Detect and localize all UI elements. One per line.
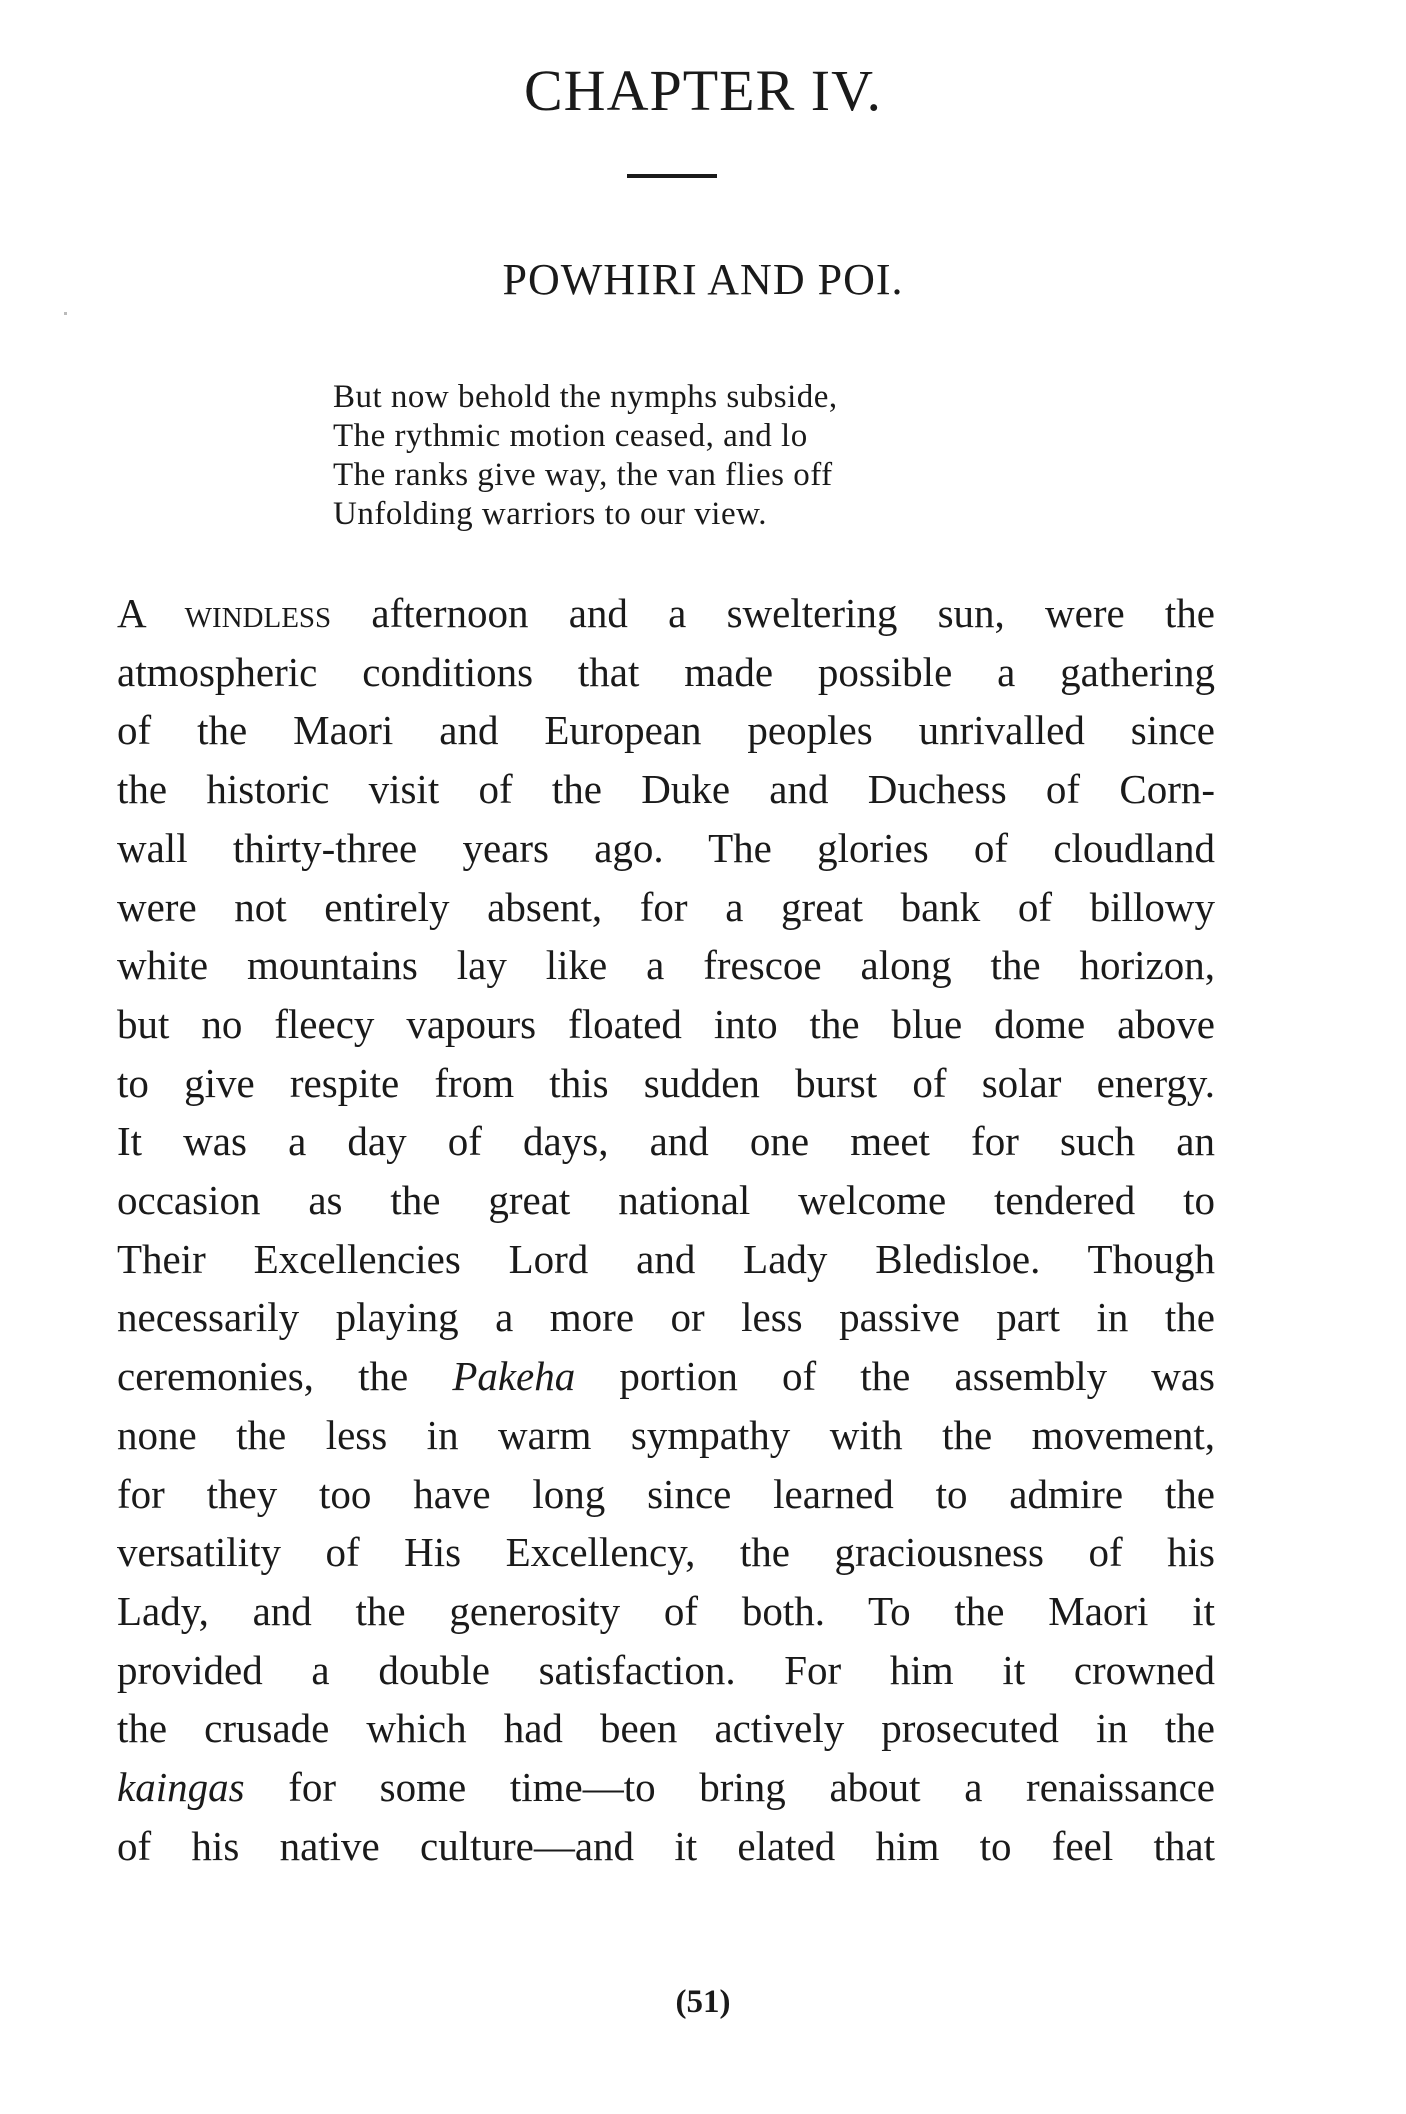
body-line: Their Excellencies Lord and Lady Bledisloe. Though (117, 1235, 1215, 1282)
body-line (117, 584, 1215, 643)
body-line: were not entirely absent, for a great bank of billowy (117, 883, 1215, 930)
body-line-text: afternoon and a sweltering sun, were the (331, 590, 1216, 636)
margin-speck (64, 312, 67, 315)
body-line: It was a day of days, and one meet for such an (117, 1118, 1215, 1165)
epigraph (333, 378, 1113, 534)
body-line: wall thirty-three years ago. The glories of cloudland (117, 824, 1215, 871)
opening-small-caps: A windless (117, 590, 332, 636)
page-number: (51) (675, 1984, 731, 2020)
body-line: but no fleecy vapours floated into the blue dome above (117, 1000, 1215, 1047)
body-line: provided a double satisfaction. For him it crowned (117, 1646, 1215, 1693)
body-line-text: portion of the assembly was (575, 1353, 1215, 1400)
body-line-text: ceremonies, the (117, 1353, 453, 1400)
body-line: atmospheric conditions that made possible a gathering (117, 648, 1215, 695)
body-line: of the Maori and European peoples unrivalled since (117, 707, 1215, 754)
body-line: occasion as the great national welcome tendered to (117, 1177, 1215, 1224)
body-line (117, 1347, 1215, 1406)
epigraph-line: Unfolding warriors to our view. (333, 496, 768, 532)
body-line-text: for some time—to bring about a renaissance (244, 1764, 1215, 1811)
body-line: white mountains lay like a frescoe along the horizon, (117, 942, 1215, 989)
body-line: to give respite from this sudden burst of solar energy. (117, 1059, 1215, 1106)
italic-term-pakeha: Pakeha (452, 1353, 576, 1400)
epigraph-line: But now behold the nymphs subside, (333, 379, 838, 415)
epigraph-line: The ranks give way, the van flies off (333, 457, 833, 493)
body-line: of his native culture—and it elated him to feel that (117, 1822, 1215, 1869)
body-line: versatility of His Excellency, the graciousness of his (117, 1529, 1215, 1576)
body-line: none the less in warm sympathy with the movement, (117, 1411, 1215, 1458)
body-line: Lady, and the generosity of both. To the Maori it (117, 1587, 1215, 1634)
epigraph-line: The rythmic motion ceased, and lo (333, 418, 808, 454)
chapter-heading: CHAPTER IV. (524, 58, 882, 123)
body-line: necessarily playing a more or less passive part in the (117, 1294, 1215, 1341)
body-line (117, 1758, 1215, 1817)
italic-term-kaingas: kaingas (117, 1764, 245, 1811)
body-line: the crusade which had been actively prosecuted in the (117, 1705, 1215, 1752)
body-line: for they too have long since learned to admire the (117, 1470, 1215, 1517)
heading-divider (627, 174, 717, 178)
body-line: the historic visit of the Duke and Duchess of Corn- (117, 766, 1215, 813)
chapter-title: POWHIRI AND POI. (502, 255, 904, 304)
body-paragraph (117, 584, 1215, 1875)
